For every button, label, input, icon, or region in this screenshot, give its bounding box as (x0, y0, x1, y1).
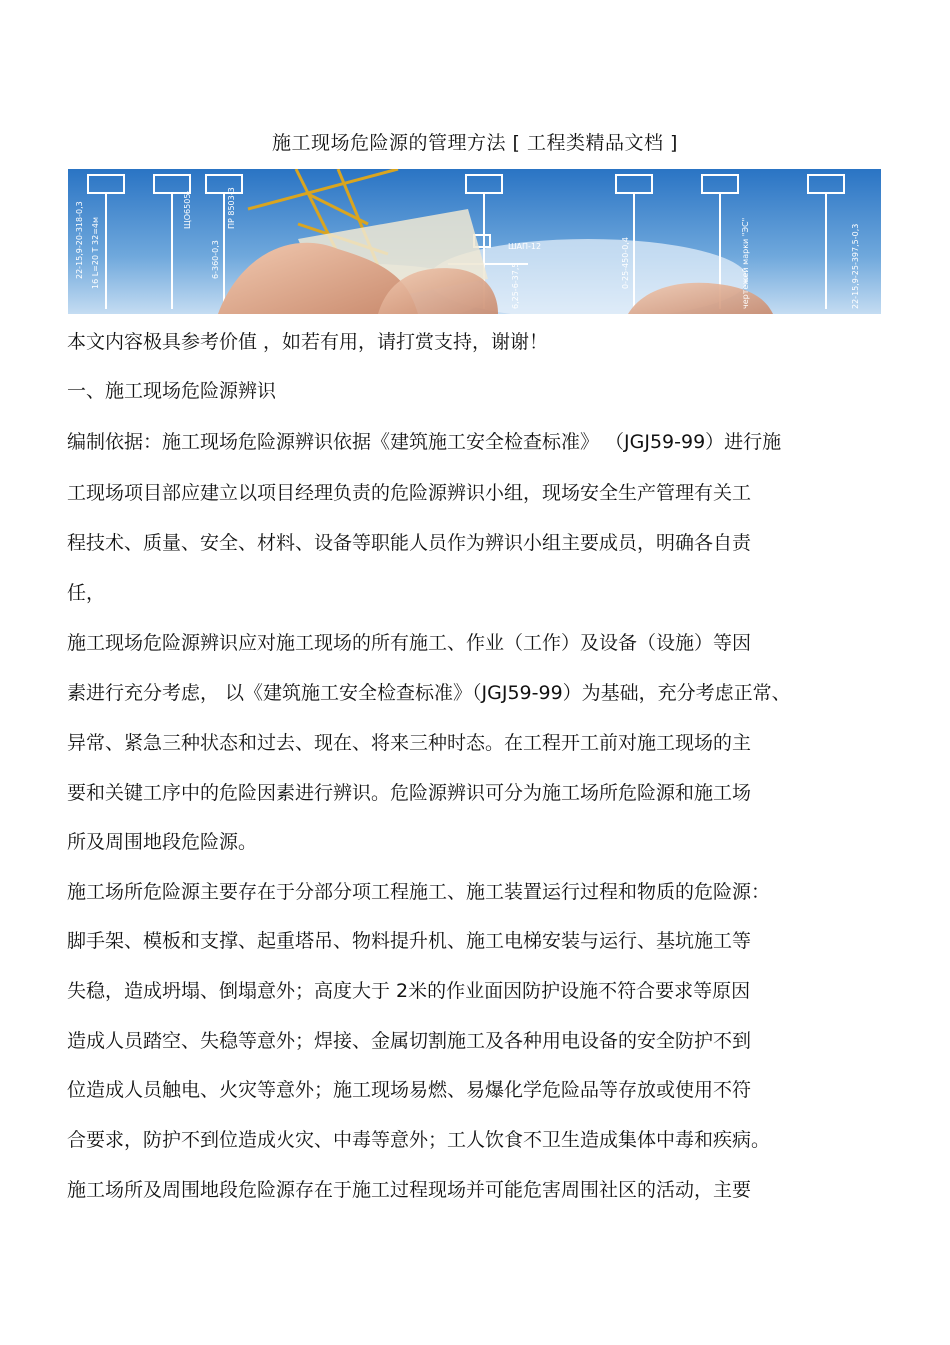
banner-label: ШАП-12 (508, 242, 542, 251)
text-line: 异常、紧急三种状态和过去、现在、将来三种时态。在工程开工前对施工现场的主 (67, 732, 752, 754)
text-line: 失稳，造成坍塌、倒塌意外；高度大于 2米的作业面因防护设施不符合要求等原因 (67, 980, 751, 1002)
text-line: 素进行充分考虑， 以《建筑施工安全检查标准》（JGJ59-99）为基础，充分考虑正常、 (67, 682, 791, 704)
text-line: 合要求，防护不到位造成火灾、中毒等意外；工人饮食不卫生造成集体中毒和疾病。 (67, 1129, 771, 1151)
text-line: 任， (67, 582, 106, 604)
text-line: 工现场项目部应建立以项目经理负责的危险源辨识小组，现场安全生产管理有关工 (67, 482, 752, 504)
banner-label: 0-25-450-0,4 (621, 237, 630, 289)
text-line: 位造成人员触电、火灾等意外；施工现场易燃、易爆化学危险品等存放或使用不符 (67, 1079, 752, 1101)
text-line: 要和关键工序中的危险因素进行辨识。危险源辨识可分为施工场所危险源和施工场 (67, 782, 752, 804)
banner-label: 16 L=20 T 32=4м (91, 216, 100, 289)
banner-label: 6-360-0,3 (211, 240, 220, 279)
text-line: 所及周围地段危险源。 (67, 831, 258, 853)
text-line: 施工现场危险源辨识应对施工现场的所有施工、作业（工作）及设备（设施）等因 (67, 632, 752, 654)
text-line: 脚手架、模板和支撑、起重塔吊、物料提升机、施工电梯安装与运行、基坑施工等 (67, 930, 752, 952)
text-line: 编制依据：施工现场危险源辨识依据《建筑施工安全检查标准》 （JGJ59-99）进行施 (67, 431, 782, 453)
banner-label: чертежей марки "ЭС" (741, 217, 750, 309)
text-line: 本文内容极具参考价值 ，如若有用，请打赏支持，谢谢！ (67, 331, 549, 353)
text-line: 施工场所危险源主要存在于分部分项工程施工、施工装置运行过程和物质的危险源： (67, 881, 771, 903)
text-line: 施工场所及周围地段危险源存在于施工过程现场并可能危害周围社区的活动，主要 (67, 1179, 752, 1201)
banner-label: 6,25-6-37,5 (511, 262, 520, 309)
banner-label: 22-15,9-20-318-0,3 (75, 201, 84, 279)
document-title: 施工现场危险源的管理方法 [ 工程类精品文档 ] (272, 132, 678, 154)
banner-label: 22-15,9-25-397,5-0,3 (851, 223, 860, 309)
text-line: 造成人员踏空、失稳等意外；焊接、金属切割施工及各种用电设备的安全防护不到 (67, 1030, 752, 1052)
banner-image (68, 169, 881, 314)
text-line: 程技术、质量、安全、材料、设备等职能人员作为辨识小组主要成员，明确各自责 (67, 532, 752, 554)
section-heading: 一、施工现场危险源辨识 (67, 380, 277, 402)
banner-label: ЩО6505- (183, 190, 192, 229)
banner-label: ПР 8503-3 (227, 187, 236, 229)
